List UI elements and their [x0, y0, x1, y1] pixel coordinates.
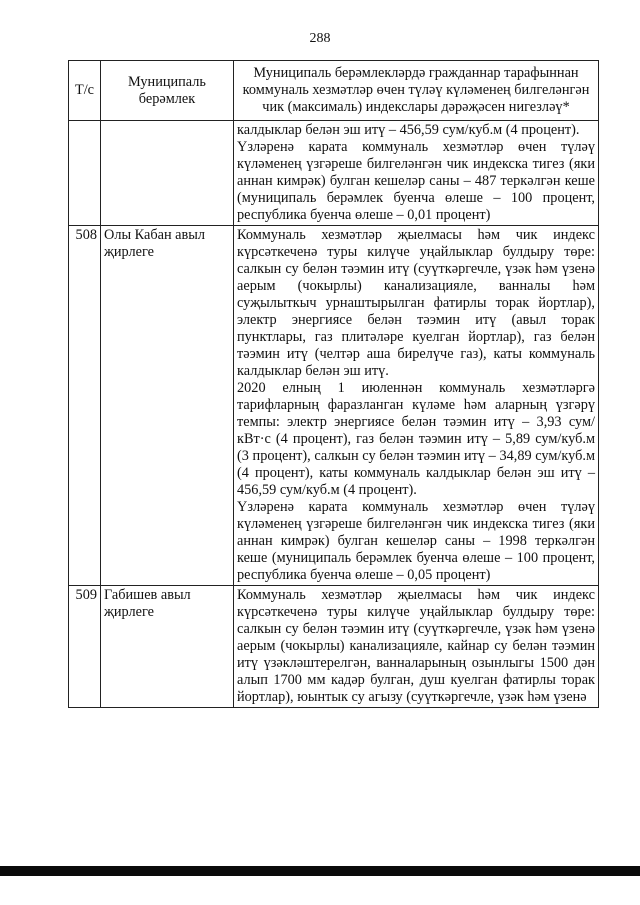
justification-paragraph: Үзләренә карата коммуналь хезмәтләр өчен түләү күләменең үзгәреше билгеләнгән чик индекска тигез (яки аннан кимрәк) булган кешеләр саны – 487 теркәлгән кеше (муниципаль берәмлек буенча өлеше – 100 процент, республика буенча өлеше – 0,01 процент) — [237, 139, 595, 223]
justification-paragraph: Коммуналь хезмәтләр җыелмасы һәм чик индекс күрсәткеченә туры килүче уңайлыклар булдыру төре: салкын су белән тәэмин итү (суүткәргечле, үзәк һәм үзенә аерым (чокырлы) канализацияле, ванналы һәм суҗылыткыч урнаштырылган фатирлы торак йортлар), электр энергиясе белән тәэмин итү (авыл торак пунктлары, газ плитәләре куелган йортлар), газ белән тәэмин итү (челтәр аша бирелүче газ), каты коммуналь калдыклар белән эш итү. — [237, 227, 595, 379]
municipal-index-table — [68, 60, 599, 708]
table-row — [69, 226, 599, 586]
justification-paragraph: калдыклар белән эш итү – 456,59 сум/куб.м (4 процент). — [237, 122, 580, 138]
justification-paragraph: 2020 елның 1 июленнән коммуналь хезмәтләргә тарифларның фаразланган күләме һәм аларның үзгәрү темпы: электр энергиясе белән тәэмин итү – 3,93 сум/кВт·с (4 процент), газ белән тәэмин итү – 5,89 сум/куб.м (3 процент), салкын су белән тәэмин итү – 34,89 сум/куб.м (4 процент), каты коммуналь калдыклар белән эш итү – 456,59 сум/куб.м (4 процент). — [237, 380, 595, 498]
header-justification: Муниципаль берәмлекләрдә гражданнар тарафыннан коммуналь хезмәтләр өчен түләү күләменең билгеләнгән чик (максималь) индекслары дәрәҗәсен нигезләү* — [234, 61, 599, 121]
row-justification — [234, 226, 599, 586]
row-number — [69, 121, 101, 226]
row-municipality: Габишев авыл җирлеге — [101, 586, 234, 708]
row-justification — [234, 121, 599, 226]
row-number: 509 — [69, 586, 101, 708]
row-municipality: Олы Кабан авыл җирлеге — [101, 226, 234, 586]
page-number: 288 — [309, 31, 331, 46]
table-row — [69, 586, 599, 708]
justification-paragraph: Үзләренә карата коммуналь хезмәтләр өчен түләү күләменең үзгәреше билгеләнгән чик индекска тигез (яки аннан кимрәк) булган кешеләр саны – 1998 теркәлгән кеше (муниципаль берәмлек буенча өлеше – 100 процент, республика буенча өлеше – 0,05 процент) — [237, 499, 595, 583]
table-header-row — [69, 61, 599, 121]
scan-edge-bar — [0, 866, 640, 876]
header-municipality: Муниципаль берәмлек — [101, 61, 234, 121]
row-number: 508 — [69, 226, 101, 586]
justification-paragraph: Коммуналь хезмәтләр җыелмасы һәм чик индекс күрсәткеченә туры килүче уңайлыклар булдыру төре: салкын су белән тәэмин итү (суүткәргечле, үзәк һәм үзенә аерым (чокырлы) канализацияле, кайнар су белән тәэмин итү үзәкләштерелгән, ванналарының озынлыгы 1500 дән алып 1700 мм кадәр булган, душ куелган фатирлы торак йортлар), юынтык су агызу (суүткәргечле, үзәк һәм үзенә — [237, 587, 595, 705]
row-justification — [234, 586, 599, 708]
table-row — [69, 121, 599, 226]
header-number: Т/с — [69, 61, 101, 121]
row-municipality — [101, 121, 234, 226]
